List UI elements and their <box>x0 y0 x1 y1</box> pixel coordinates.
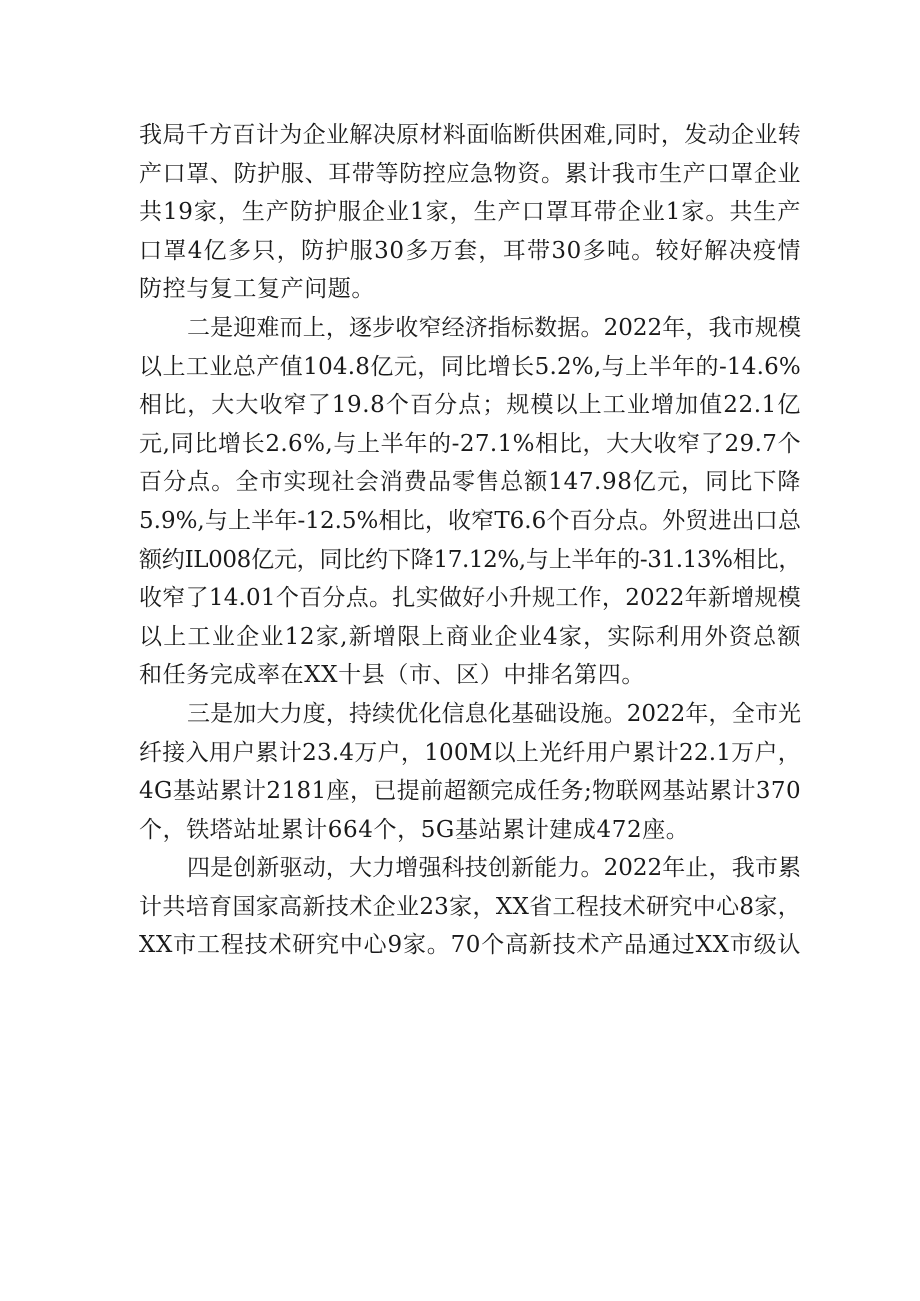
text-line: 相比，大大收窄了19.8个百分点；规模以上工业增加值22.1亿 <box>139 392 801 419</box>
text-line: 百分点。全市实现社会消费品零售总额147.98亿元，同比下降 <box>139 469 801 496</box>
paragraph-infrastructure <box>139 695 801 849</box>
text-line: 口罩4亿多只，防护服30多万套，耳带30多吨。较好解决疫情 <box>139 237 801 264</box>
text-line: 4G基站累计2181座，已提前超额完成任务;物联网基站累计370 <box>139 778 801 805</box>
text-line: 以上工业企业12家,新增限上商业企业4家，实际利用外资总额 <box>139 623 801 650</box>
text-line: 纤接入用户累计23.4万户，100M以上光纤用户累计22.1万户， <box>139 739 801 766</box>
text-line: 个，铁塔站址累计664个，5G基站累计建成472座。 <box>139 816 690 843</box>
text-line: 二是迎难而上，逐步收窄经济指标数据。2022年，我市规模 <box>187 314 801 341</box>
paragraph-economic-indicators <box>139 309 801 695</box>
text-line: 额约IL008亿元，同比约下降17.12%,与上半年的-31.13%相比， <box>139 546 801 573</box>
text-line: 三是加大力度，持续优化信息化基础设施。2022年，全市光 <box>187 700 801 727</box>
text-line: 产口罩、防护服、耳带等防控应急物资。累计我市生产口罩企业 <box>139 160 801 187</box>
document-body <box>139 116 801 965</box>
text-line: 我局千方百计为企业解决原材料面临断供困难,同时，发动企业转 <box>139 122 801 148</box>
text-line: 收窄了14.01个百分点。扎实做好小升规工作，2022年新增规模 <box>139 585 801 612</box>
text-line: 5.9%,与上半年-12.5%相比，收窄T6.6个百分点。外贸进出口总 <box>139 507 801 534</box>
paragraph-raw-materials <box>139 116 801 309</box>
text-line: 四是创新驱动，大力增强科技创新能力。2022年止，我市累 <box>187 855 801 882</box>
text-line: 防控与复工复产问题。 <box>139 276 375 303</box>
text-line: 和任务完成率在XX十县（市、区）中排名第四。 <box>139 662 645 689</box>
text-line: 计共培育国家高新技术企业23家，XX省工程技术研究中心8家， <box>139 893 801 920</box>
text-line: XX市工程技术研究中心9家。70个高新技术产品通过XX市级认 <box>139 932 801 959</box>
paragraph-innovation <box>139 849 801 965</box>
text-line: 元,同比增长2.6%,与上半年的-27.1%相比，大大收窄了29.7个 <box>139 430 801 457</box>
text-line: 以上工业总产值104.8亿元，同比增长5.2%,与上半年的-14.6% <box>139 353 801 380</box>
text-line: 共19家，生产防护服企业1家，生产口罩耳带企业1家。共生产 <box>139 199 801 226</box>
